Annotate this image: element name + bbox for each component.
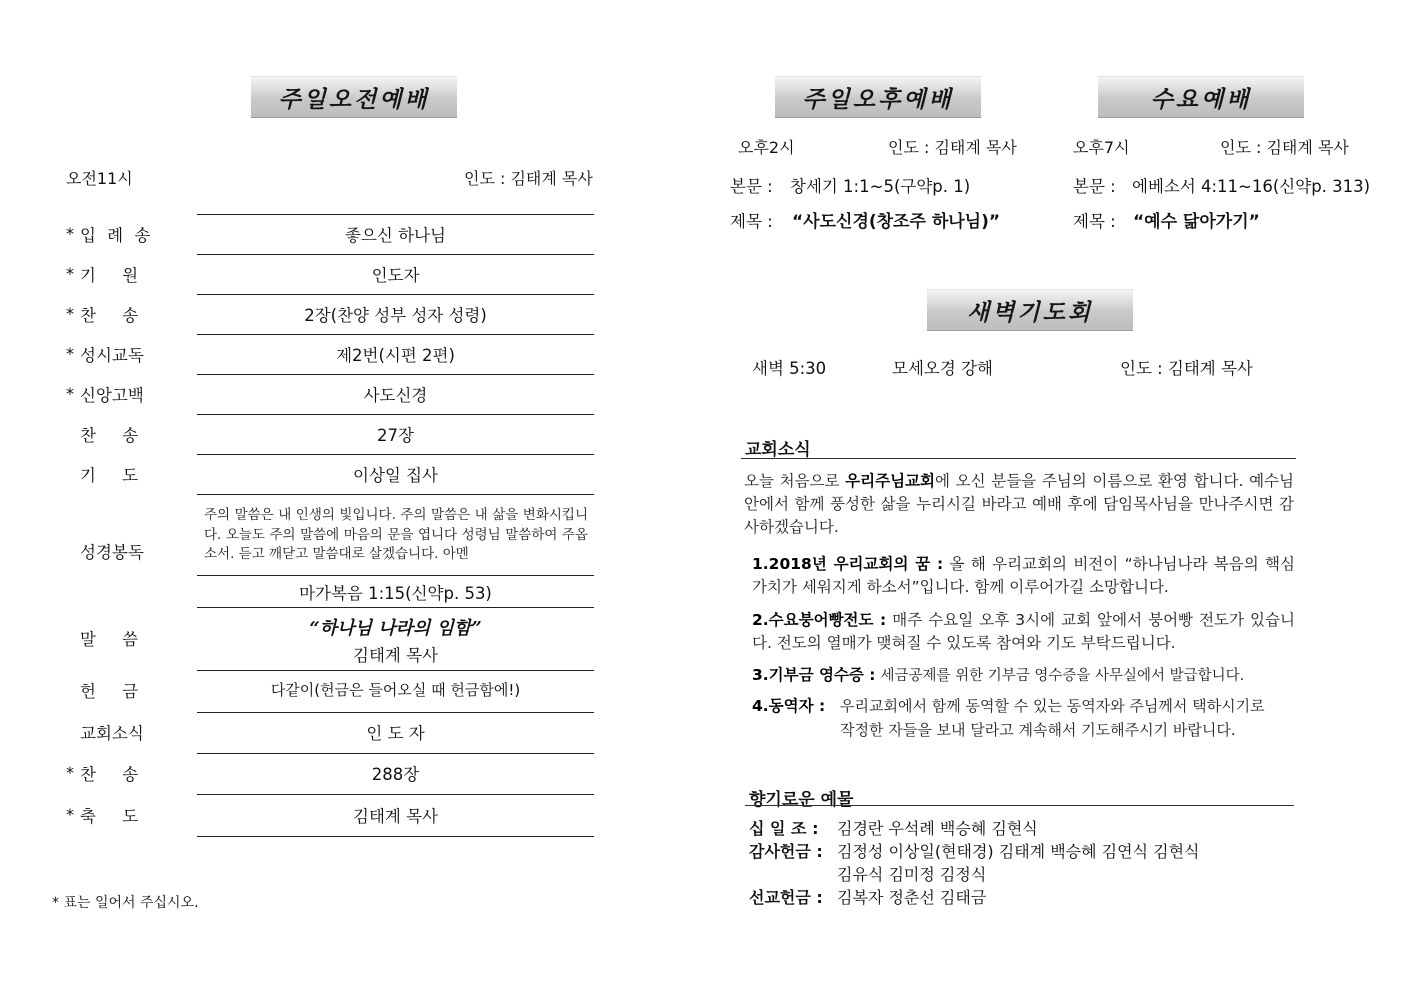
order-label: 기 원 [80,266,139,285]
wednesday-leader: 인도 : 김태계 목사 [1220,138,1349,157]
wednesday-topic: “예수 닮아가기” [1133,212,1260,232]
order-row [66,262,596,288]
dawn-leader: 인도 : 김태계 목사 [1120,359,1253,378]
order-rows [0,0,700,992]
standing-mark: * [66,763,74,782]
intro-text-2: 에 오신 분들을 주님의 이름으로 환영 합니다. 예수님 안에서 함께 풍성한 삶을 누리시길 바라고 예배 후에 담임목사님을 만나주시면 감사하겠습니다. [744,472,1294,536]
order-label: 교회소식 [80,724,144,743]
wednesday-time: 오후7시 [1073,138,1130,157]
order-label: 찬 송 [80,426,139,445]
news-item-head: 1.2018년 우리교회의 꿈 : [752,555,944,573]
mission-label: 선교헌금 : [749,888,823,907]
dawn-prayer-title: 새벽기도회 [927,289,1133,331]
order-value: 2장(찬양 성부 성자 성령) [304,306,487,325]
scripture-reading-row [66,496,596,608]
afternoon-service-title: 주일오후예배 [775,76,981,118]
afternoon-text-label: 본문 : [730,177,773,196]
order-row [66,302,596,328]
afternoon-topic: “사도신경(창조주 하나님)” [792,212,1001,232]
order-row [66,382,596,408]
order-value: 김태계 목사 [353,807,438,826]
order-label: 축 도 [80,807,139,826]
church-name: 우리주님교회 [845,472,936,490]
wednesday-topic-label: 제목 : [1073,212,1116,231]
order-label: 성시교독 [80,346,144,365]
morning-time: 오전11시 [66,169,133,188]
church-news-title: 교회소식 [745,440,811,460]
order-label: 입 례 송 [80,226,154,245]
afternoon-leader: 인도 : 김태계 목사 [888,138,1017,157]
afternoon-text: 창세기 1:1~5(구약p. 1) [790,177,971,196]
intro-text-1: 오늘 처음으로 [744,472,846,490]
reading-prayer: 주의 말씀은 내 인생의 빛입니다. 주의 말씀은 내 삶을 변화시킵니다. 오늘도 주의 말씀에 마음의 문을 엽니다 성령님 말씀하여 주옵소서. 듣고 깨닫고 말씀대로 살겠습니다. 아멘 [204,507,588,562]
offerings-rule [745,805,1294,806]
standing-mark: * [66,224,74,243]
order-label: 말 씀 [80,630,139,649]
news-item-body: 올 해 우리교회의 비전이 “하나님나라 복음의 핵심가치가 세워지게 하소서”입니다. 함께 이루어가길 소망합니다. [752,555,1295,596]
reading-passage: 마가복음 1:15(신약p. 53) [299,584,492,603]
dawn-content: 모세오경 강해 [892,359,993,378]
order-row [66,678,596,704]
wednesday-service-title: 수요예배 [1098,76,1304,118]
standing-mark: * [66,344,74,363]
wednesday-text-label: 본문 : [1073,177,1116,196]
order-label: 성경봉독 [80,543,144,562]
sermon-title: “하나님 나라의 임함” [309,618,482,639]
news-item-body: 세금공제를 위한 기부금 영수증을 사무실에서 발급합니다. [880,668,1245,684]
order-row [66,342,596,368]
news-item-body: 매주 수요일 오후 3시에 교회 앞에서 붕어빵 전도가 있습니다. 전도의 열매가 맺혀질 수 있도록 참여와 기도 부탁드립니다. [752,611,1295,652]
afternoon-time: 오후2시 [738,138,795,157]
mission-names: 김복자 정춘선 김태금 [837,888,987,907]
order-row [66,222,596,248]
order-label: 기 도 [80,466,139,485]
news-item-head: 2.수요붕어빵전도 : [752,611,887,629]
afternoon-topic-label: 제목 : [730,212,773,231]
news-item-1 [752,553,1295,599]
offerings-title: 향기로운 예물 [749,790,854,810]
order-label: 신앙고백 [80,386,144,405]
order-value: 288장 [371,765,420,784]
standing-mark: * [66,805,74,824]
morning-leader: 인도 : 김태계 목사 [464,169,593,188]
order-value: 인 도 자 [366,724,425,743]
news-item-head: 4.동역자 : [752,697,826,715]
order-row [66,462,596,488]
order-value: 제2번(시편 2편) [336,346,455,365]
order-row [66,803,596,829]
news-item-2 [752,609,1295,655]
order-row [66,422,596,448]
news-item-body: 우리교회에서 함께 동역할 수 있는 동역자와 주님께서 택하시기로 [840,697,1265,715]
morning-service-title: 주일오전예배 [251,76,457,118]
church-news-rule [741,458,1296,459]
order-value: 다같이(헌금은 들어오실 때 헌금함에!) [270,681,521,699]
order-value: 좋으신 하나님 [345,226,446,245]
standing-mark: * [66,304,74,323]
order-row [66,761,596,787]
sermon-row [66,610,596,670]
news-item-3 [752,664,1295,688]
order-value: 사도신경 [363,386,428,405]
standing-mark: * [66,264,74,283]
order-row [66,720,596,746]
tithe-label: 십 일 조 : [749,819,819,838]
thanks-names-cont: 김유식 김미정 김정식 [837,865,987,884]
news-item-4 [752,695,1295,739]
dawn-time: 새벽 5:30 [752,359,827,378]
church-news-intro [744,470,1294,539]
wednesday-text: 에베소서 4:11~16(신약p. 313) [1132,177,1371,196]
news-item-head: 3.기부금 영수증 : [752,666,876,684]
sermon-preacher: 김태계 목사 [353,646,438,665]
order-label: 찬 송 [80,765,139,784]
order-label: 헌 금 [80,682,139,701]
order-value: 27장 [377,426,414,445]
order-label: 찬 송 [80,306,139,325]
thanks-names: 김정성 이상일(현태경) 김태계 백승혜 김연식 김현식 [837,842,1200,861]
standing-mark: * [66,384,74,403]
order-value: 이상일 집사 [353,466,438,485]
standing-footnote: * 표는 일어서 주십시오. [52,895,199,911]
thanks-label: 감사헌금 : [749,842,823,861]
news-item-body: 작정한 자들을 보내 달라고 계속해서 기도해주시기 바랍니다. [840,721,1236,739]
tithe-names: 김경란 우석례 백승혜 김현식 [837,819,1038,838]
order-value: 인도자 [371,266,420,285]
